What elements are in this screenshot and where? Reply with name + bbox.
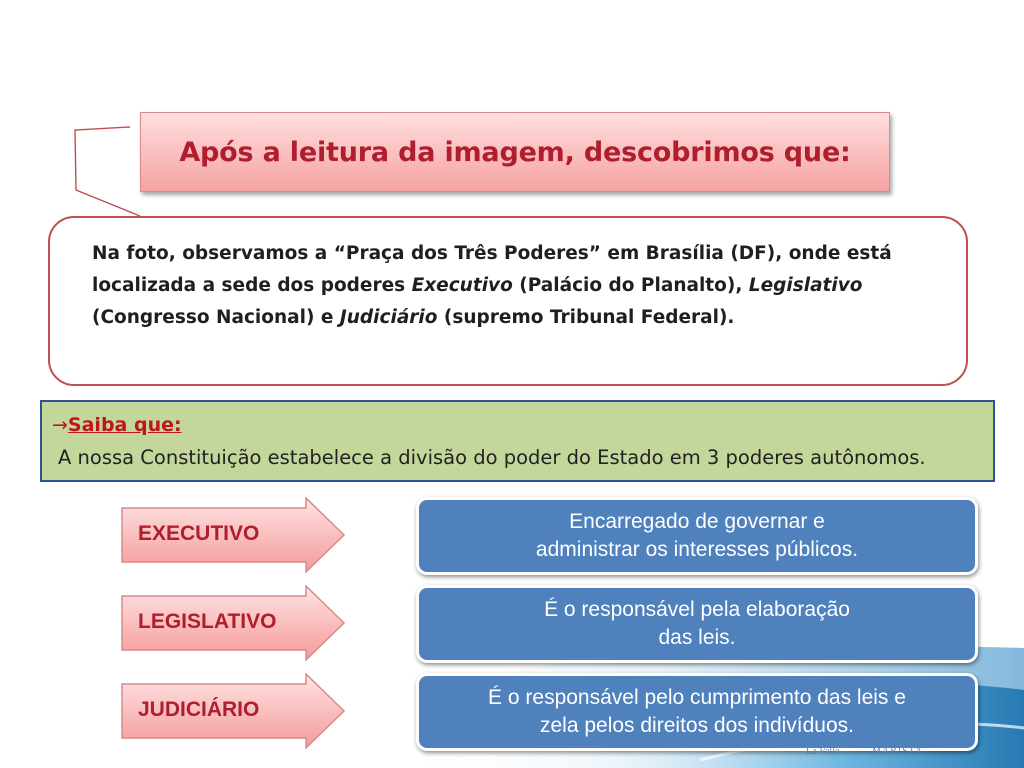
arrow-right-icon: →	[52, 414, 68, 436]
saiba-box	[40, 400, 995, 482]
info-line-2-mid: (Palácio do Planalto),	[512, 275, 749, 296]
desc-line-1: É o responsável pelo cumprimento das leis e	[488, 686, 906, 709]
saiba-label: Saiba que:	[67, 414, 182, 436]
info-callout	[48, 216, 968, 386]
desc-line-1: É o responsável pela elaboração	[544, 598, 850, 621]
info-paragraph	[92, 238, 942, 334]
saiba-heading	[52, 414, 182, 436]
desc-line-2: administrar os interesses públicos.	[535, 538, 859, 561]
power-arrow-legislativo	[120, 584, 346, 662]
desc-judiciario	[416, 673, 978, 751]
power-name: LEGISLATIVO	[138, 610, 277, 633]
saiba-text: A nossa Constituição estabelece a divisão do poder do Estado em 3 poderes autônomos.	[58, 446, 926, 469]
desc-line-2: das leis.	[658, 626, 736, 649]
power-name: EXECUTIVO	[138, 522, 260, 545]
info-line-2-pre: localizada a sede dos poderes	[92, 275, 412, 296]
desc-line-2: zela pelos direitos dos indivíduos.	[539, 714, 854, 737]
info-line-3-pre: (Congresso Nacional) e	[92, 307, 340, 328]
info-executivo: Executivo	[411, 275, 513, 296]
power-name: JUDICIÁRIO	[138, 698, 260, 721]
desc-line-1: Encarregado de governar e	[569, 510, 825, 533]
info-line-3-post: (supremo Tribunal Federal).	[437, 307, 735, 328]
power-arrow-judiciario	[120, 672, 346, 750]
power-arrow-executivo	[120, 496, 346, 574]
info-legislativo: Legislativo	[748, 275, 863, 296]
desc-legislativo	[416, 585, 978, 663]
footer-left: La Valle	[806, 746, 840, 757]
desc-executivo	[416, 497, 978, 575]
footer-right: MARISTA	[872, 746, 924, 757]
title-banner	[140, 112, 890, 192]
info-judiciario: Judiciário	[339, 307, 438, 328]
info-line-1: Na foto, observamos a “Praça dos Três Poderes” em Brasília (DF), onde está	[92, 243, 892, 264]
page-title: Após a leitura da imagem, descobrimos que:	[179, 136, 851, 168]
